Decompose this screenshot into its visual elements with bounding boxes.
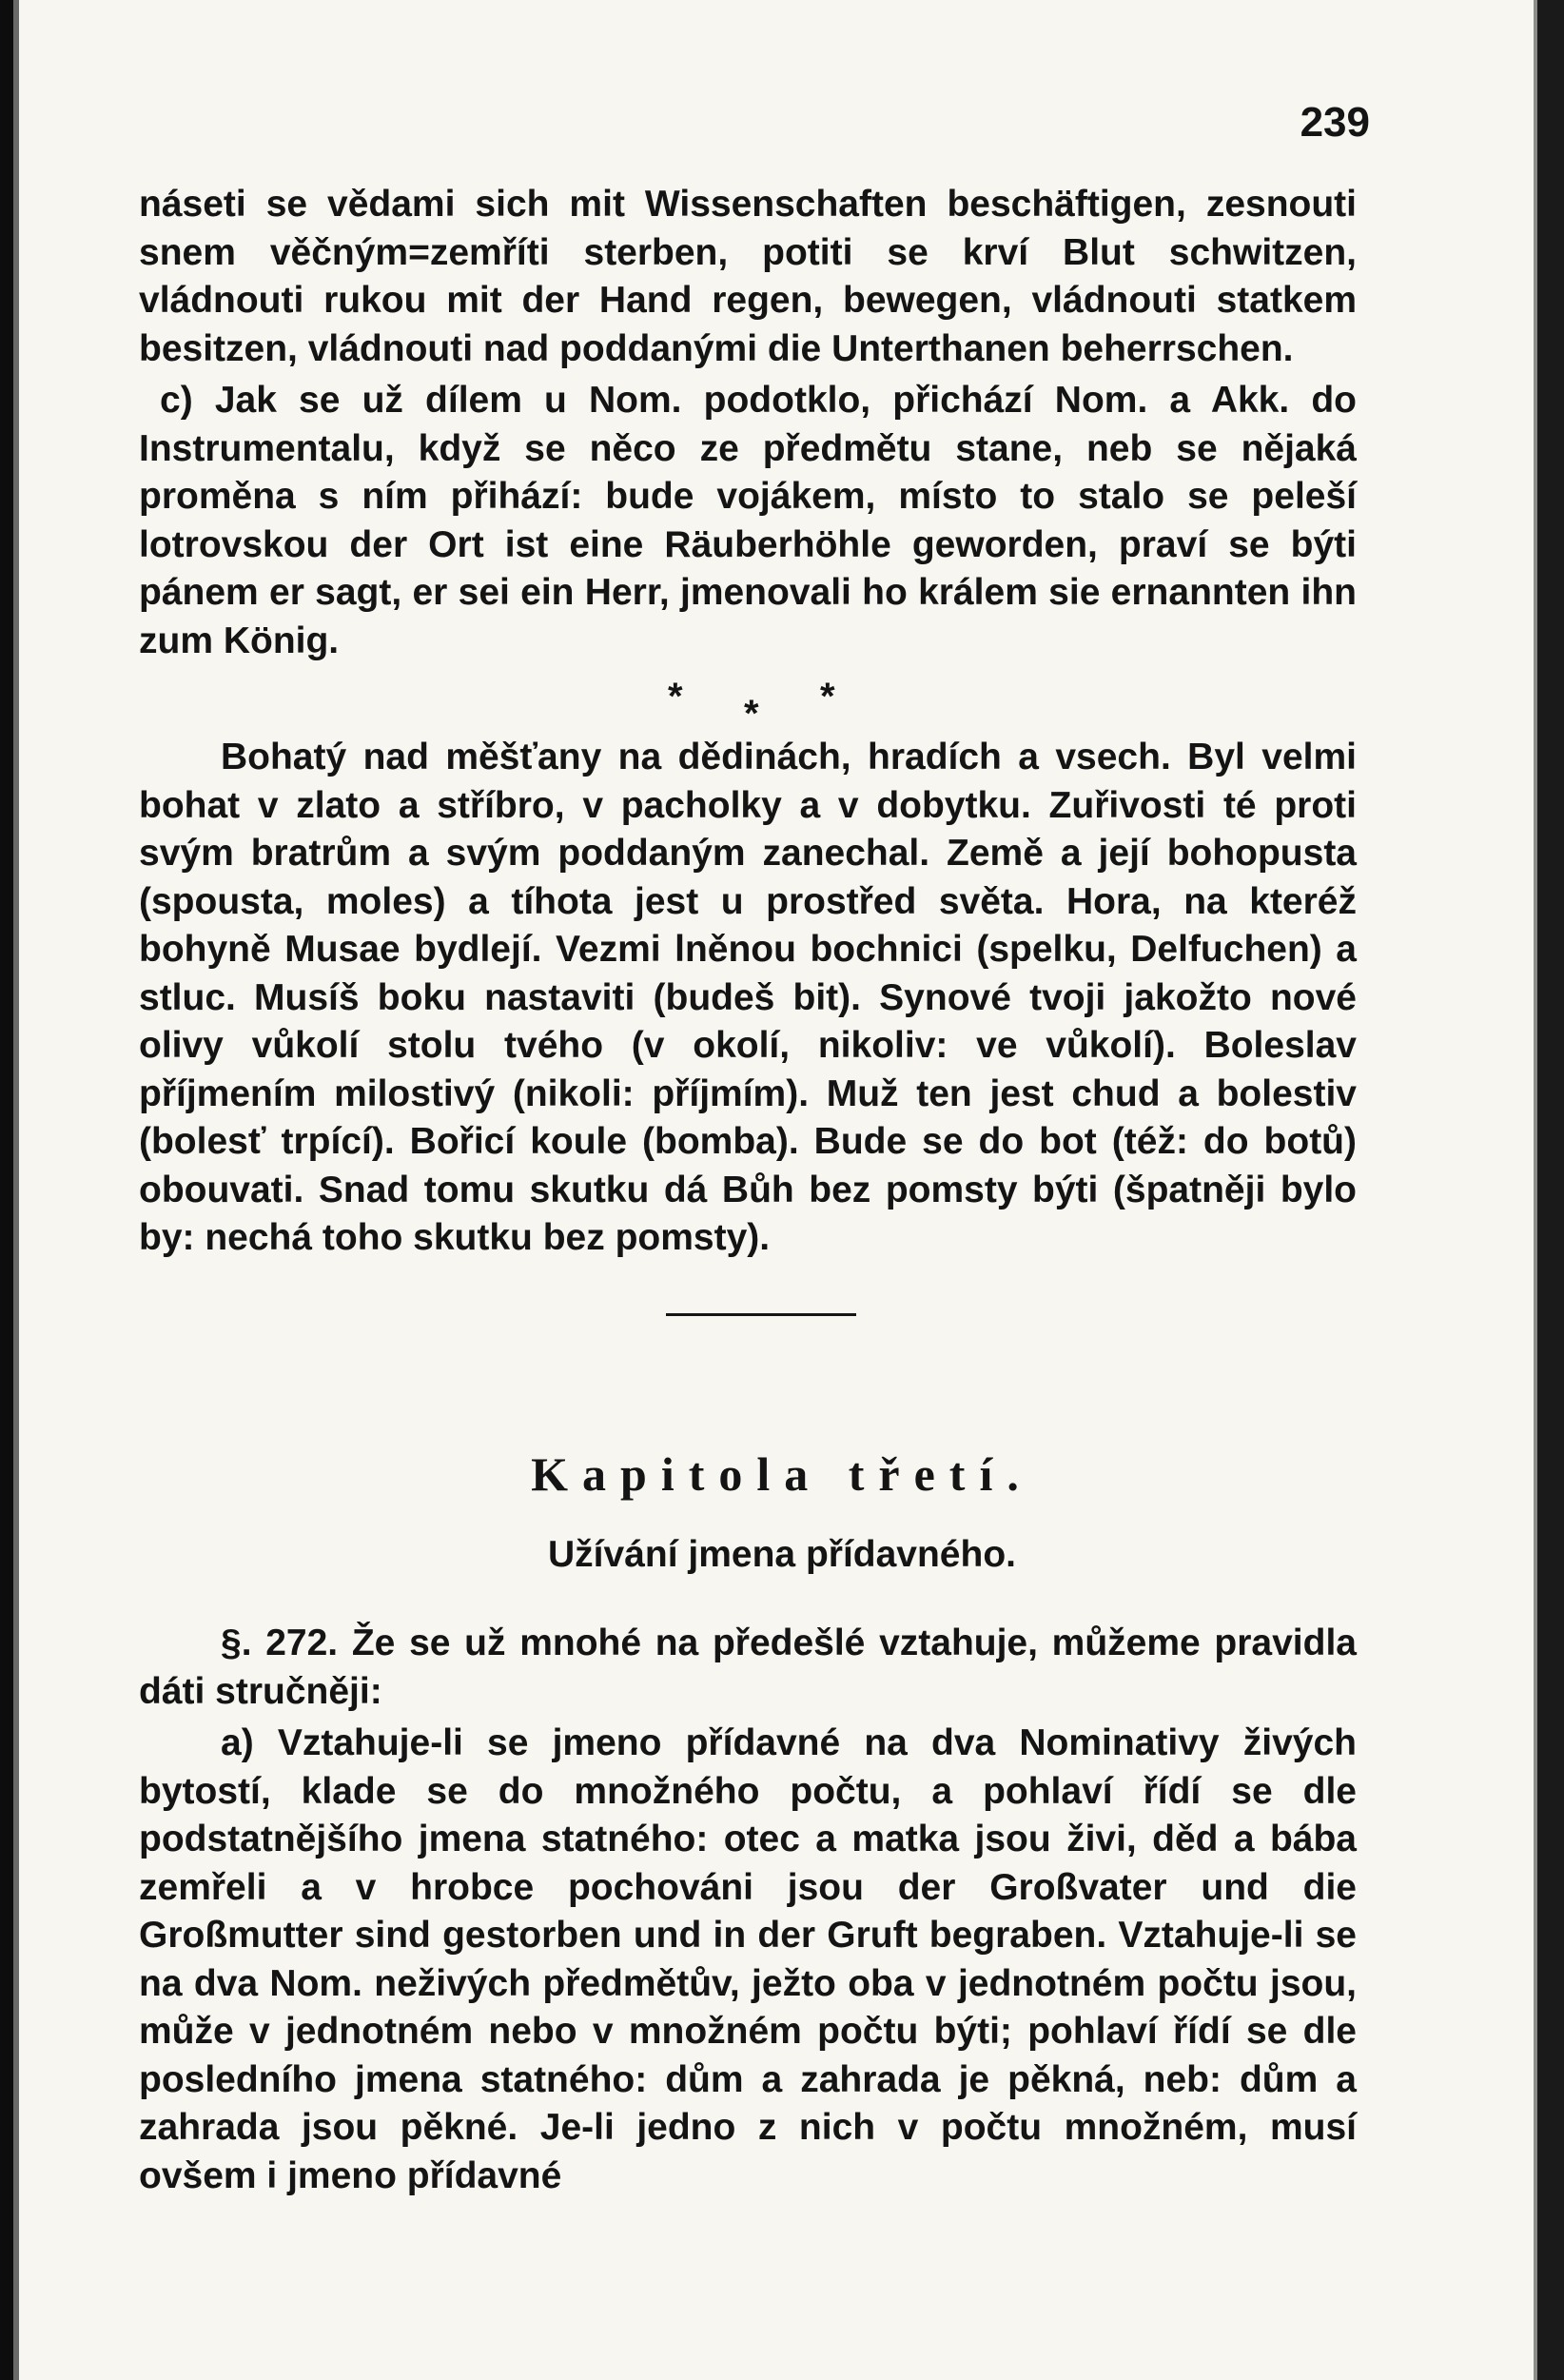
paragraph-c-instrumental: c) Jak se už dílem u Nom. podotklo, přichází Nom. a Akk. do Instrumentalu, když se něco ze předmětu stane, neb se nějaká proměna s ním přihází: bude vojákem, místo to stalo se peleší lotrovskou der Ort ist eine Räuberhöhle geworden, praví se býti pánem er sagt, er sei ein Herr, jmenovali ho králem sie ernannten ihn zum König.: [139, 380, 1357, 661]
binding-shadow: [0, 0, 13, 2380]
paragraph-examples: Bohatý nad měšťany na dědinách, hradích a vsech. Byl velmi bohat v zlato a stříbro, v pacholky a v dobytku. Zuřivosti té proti svým bratrům a svým poddaným zanechal. Země a její bohopusta (spousta, moles) a tíhota jest u prostřed světa. Hora, na kteréž bohyně Musae bydlejí. Vezmi lněnou bochnici (spelku, Delfuchen) a stluc. Musíš boku nastaviti (budeš bit). Synové tvoji jakožto nové olivy vůkolí stolu tvého (v okolí, nikoliv: ve vůkolí). Boleslav příjmením milostivý (nikoli: příjmím). Muž ten jest chud a bolestiv (bolesť trpící). Bořicí koule (bomba). Bude se do bot (též: do botů) obouvati. Snad tomu skutku dá Bůh bez pomsty býti (špatněji bylo by: nechá toho skutku bez pomsty).: [139, 737, 1357, 1258]
asterisk-middle: *: [744, 693, 759, 735]
page-edge-shadow: [1537, 0, 1564, 2380]
chapter-subtitle: Užívání jmena přídavného.: [548, 1534, 1016, 1575]
asterisk-left: *: [668, 676, 683, 718]
section-asterisks: [139, 671, 1357, 734]
paragraph-verbs-instrumental: náseti se vědami sich mit Wissenschaften beschäftigen, zesnouti snem věčným=zemříti sterben, potiti se krví Blut schwitzen, vládnouti rukou mit der Hand regen, bewegen, vládnouti statkem besitzen, vládnouti nad poddanými die Unterthanen beherrschen.: [139, 184, 1357, 369]
section-divider: [666, 1313, 856, 1316]
asterisk-right: *: [820, 676, 835, 718]
chapter-text-block: [139, 1620, 1357, 2200]
paragraph-272: §. 272. Že se už mnohé na předešlé vztahuje, můžeme pravidla dáti stručněji:: [139, 1623, 1357, 1712]
chapter-title: Kapitola třetí.: [531, 1447, 1033, 1501]
main-text-block: [139, 181, 1357, 1263]
page-number: 239: [1300, 99, 1370, 146]
binding-edge: [13, 0, 19, 2380]
paragraph-a-agreement: a) Vztahuje-li se jmeno přídavné na dva Nominativy živých bytostí, klade se do množného počtu, a pohlaví řídí se dle podstatnějšího jmena statného: otec a matka jsou živi, děd a bába zemřeli a v hrobce pochováni jsou der Großvater und die Großmutter sind gestorben und in der Gruft begraben. Vztahuje-li se na dva Nom. neživých předmětův, ježto oba v jednotném počtu jsou, může v jednotném nebo v množném počtu býti; pohlaví řídí se dle posledního jmena statného: dům a zahrada je pěkná, neb: dům a zahrada jsou pěkné. Je-li jedno z nich v počtu množném, musí ovšem i jmeno přídavné: [139, 1722, 1357, 2196]
page-edge: [1534, 0, 1537, 2380]
